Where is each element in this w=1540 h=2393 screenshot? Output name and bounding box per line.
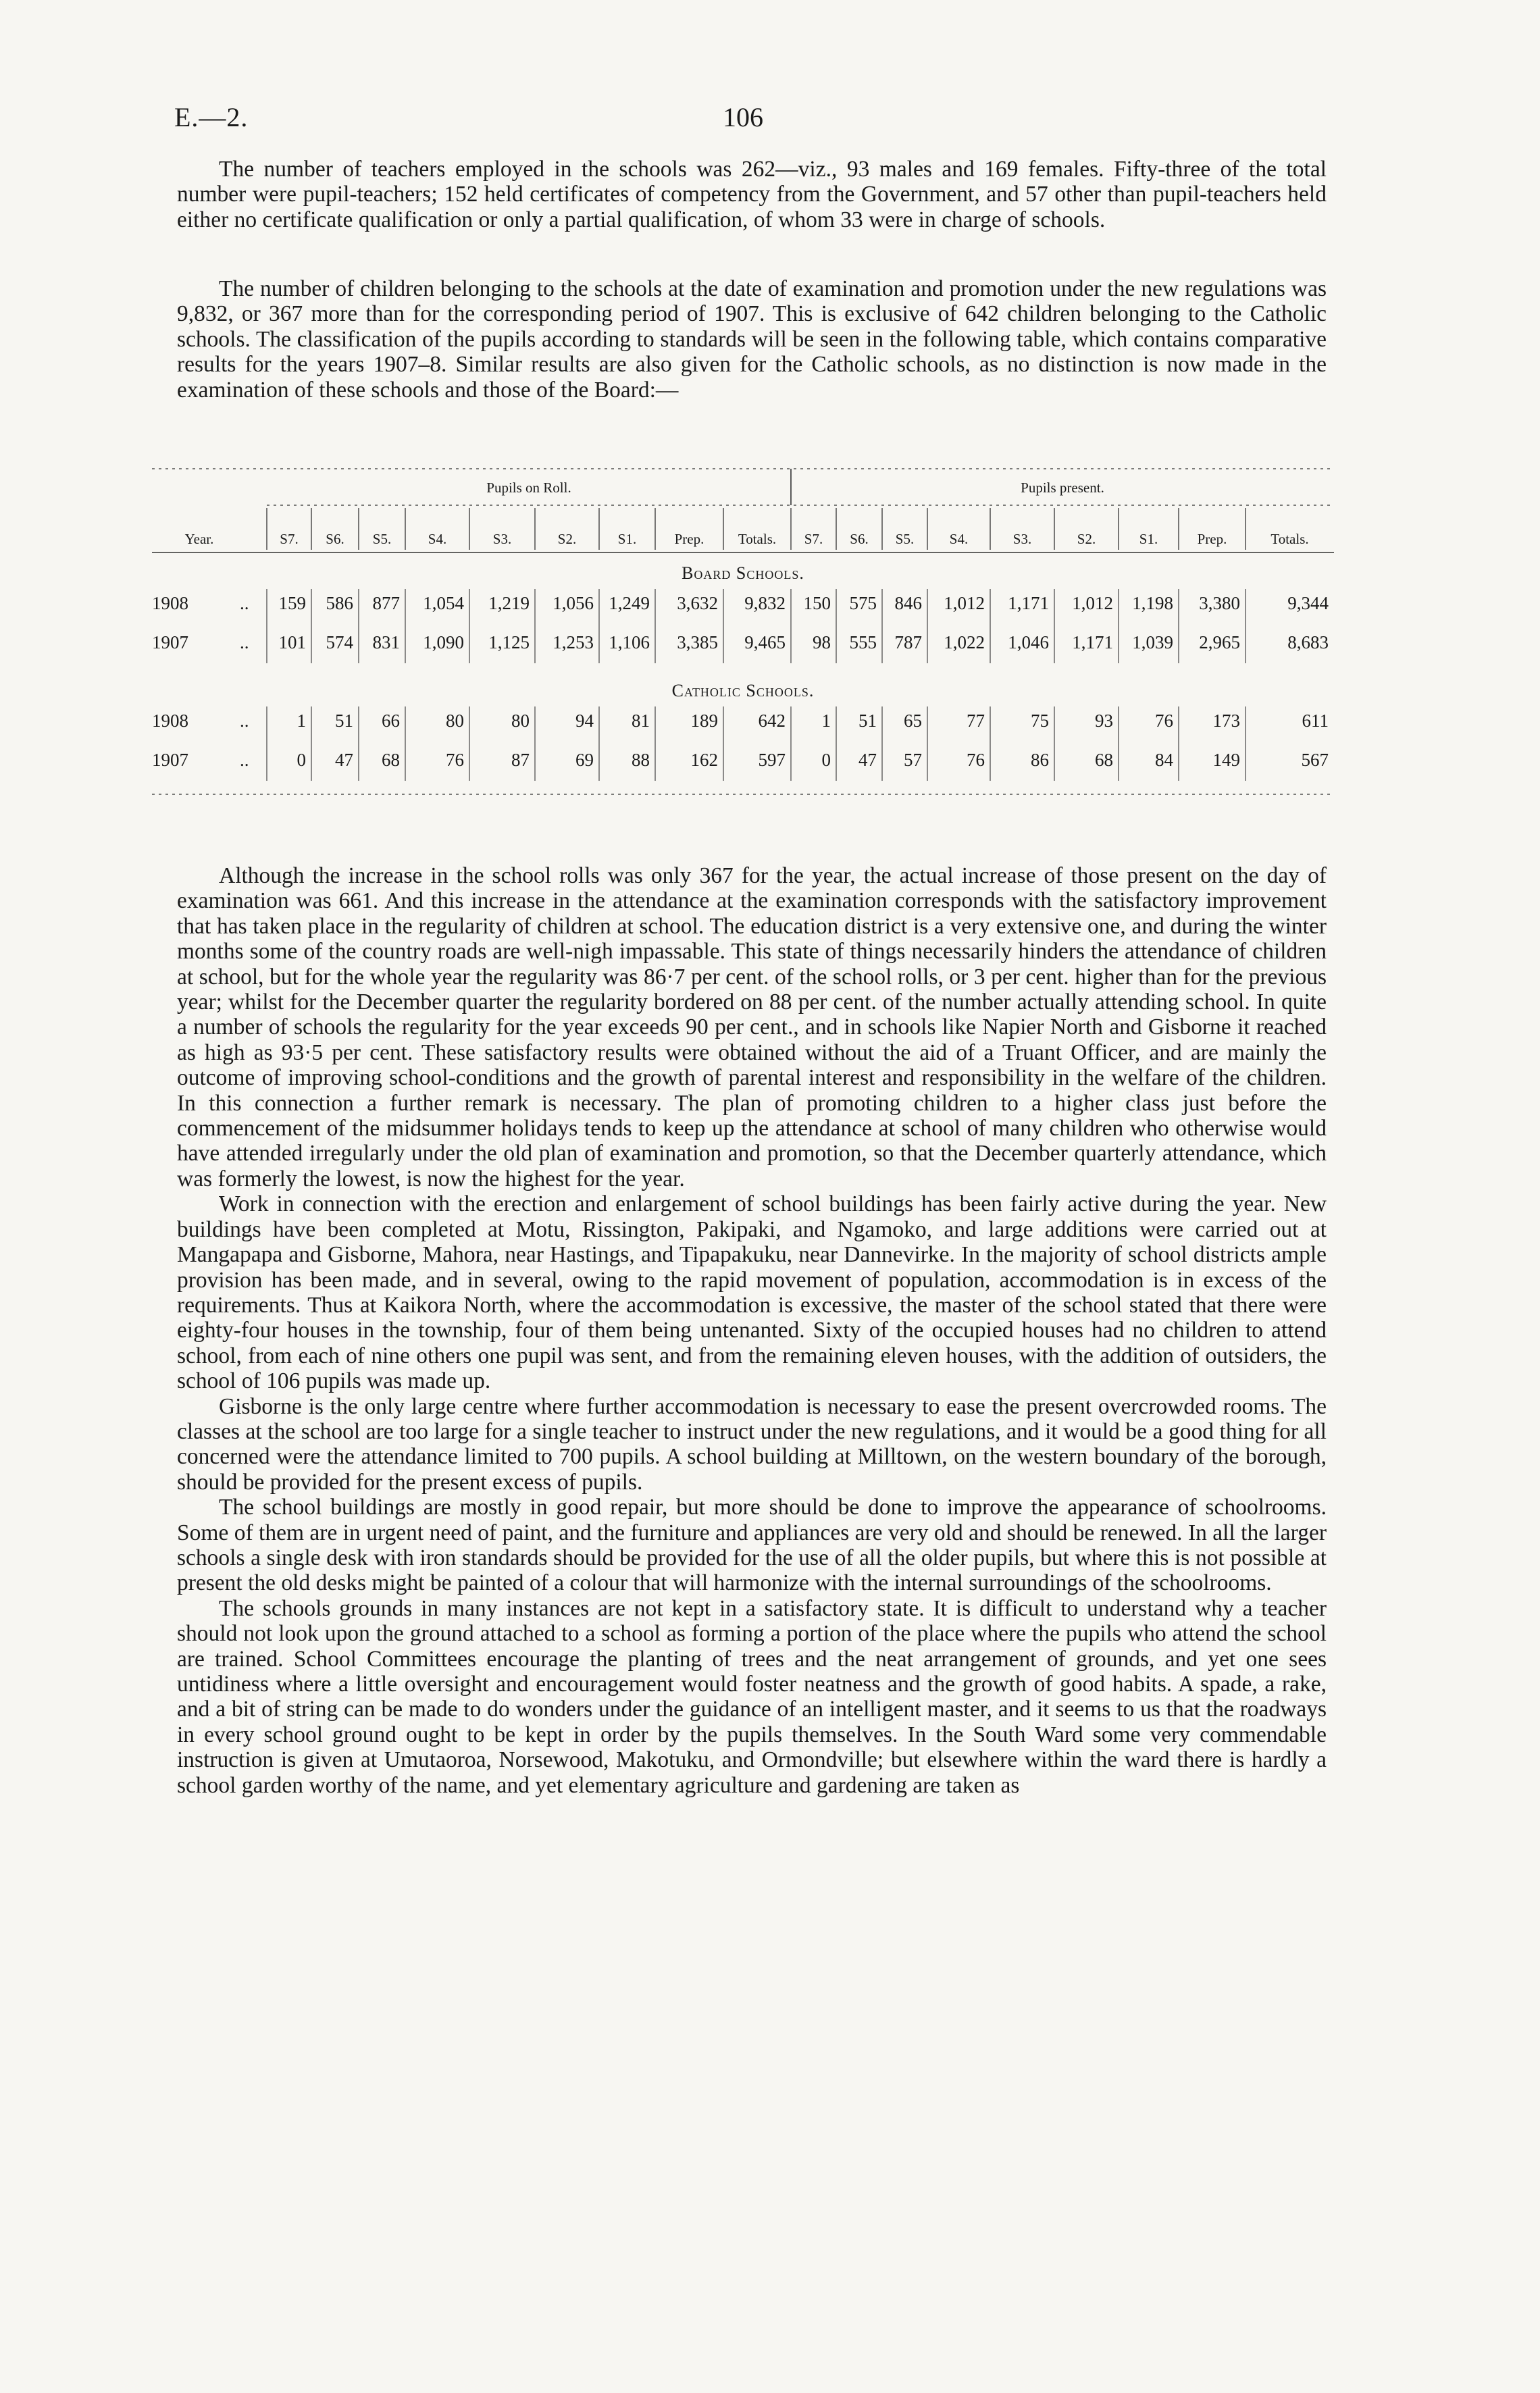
present-cell: 51 [858, 711, 877, 731]
roll-cell: 1,253 [553, 632, 594, 652]
present-cell: 93 [1095, 711, 1113, 731]
roll-cell: 101 [278, 632, 306, 652]
roll-cell: 1,106 [609, 632, 650, 652]
roll-cell: 642 [758, 711, 786, 731]
row-year: 1907 [152, 750, 188, 770]
column-header: S5. [372, 531, 392, 547]
present-cell: 611 [1302, 711, 1329, 731]
roll-cell: 574 [326, 632, 353, 652]
roll-cell: 597 [758, 750, 786, 770]
roll-cell: 76 [446, 750, 464, 770]
group-header-present: Pupils present. [1021, 480, 1104, 496]
present-cell: 77 [967, 711, 985, 731]
roll-cell: 68 [382, 750, 400, 770]
present-cell: 567 [1301, 750, 1329, 770]
roll-cell: 80 [446, 711, 464, 731]
column-header: Totals. [738, 531, 777, 547]
paragraph-children [177, 276, 1327, 403]
present-cell: 86 [1031, 750, 1049, 770]
roll-cell: 81 [632, 711, 650, 731]
column-header: Prep. [1197, 531, 1227, 547]
roll-cell: 1,125 [488, 632, 530, 652]
roll-cell: 877 [372, 593, 400, 613]
present-cell: 0 [821, 750, 831, 770]
row-year: 1908 [152, 593, 188, 613]
paragraph: The schools grounds in many instances are not kept in a satisfactory state. It is difficult to understand why a teacher should not look upon the ground attached to a school as forming a portion of the place where the pupils who attend the school are trained. School Committees encourage the planting of trees and the neat arrangement of grounds, and yet one sees untidiness where a little oversight and encouragement would foster neatness and the growth of good habits. A spade, a rake, and a bit of string can be made to do wonders under the guidance of an intelligent master, and it seems to us that the roadways in every school ground ought to be kept in order by the pupils themselves. In the South Ward some very commendable instruction is given at Umutaoroa, Norsewood, Makotuku, and Ormondville; but elsewhere within the ward there is hardly a school garden worthy of the name, and yet elementary agriculture and gardening are taken as [177, 1595, 1327, 1798]
section-title: Board Schools. [682, 563, 804, 583]
roll-cell: 831 [372, 632, 400, 652]
column-header: S2. [557, 531, 577, 547]
roll-cell: 159 [278, 593, 306, 613]
present-cell: 3,380 [1199, 593, 1240, 613]
roll-cell: 9,465 [744, 632, 786, 652]
column-header: S7. [804, 531, 823, 547]
column-header: S4. [428, 531, 447, 547]
column-header-year: Year. [184, 531, 214, 547]
paragraph: The school buildings are mostly in good repair, but more should be done to improve the appearance of schoolrooms. Some of them are in urgent need of paint, and the furniture and appliances are very old and should be renewed. In all the larger schools a single desk with iron standards should be provided for the use of all the older pupils, but where this is not possible at present the old desks might be painted of a colour that will harmonize with the internal surroundings of the schoolrooms. [177, 1495, 1327, 1596]
roll-cell: 189 [690, 711, 718, 731]
present-cell: 1,046 [1008, 632, 1049, 652]
roll-cell: 1 [297, 711, 306, 731]
present-cell: 846 [894, 593, 922, 613]
roll-cell: 586 [326, 593, 353, 613]
roll-cell: 3,385 [677, 632, 718, 652]
roll-cell: 0 [297, 750, 306, 770]
present-cell: 1,198 [1132, 593, 1173, 613]
present-cell: 8,683 [1287, 632, 1329, 652]
report-code: E.—2. [174, 102, 249, 132]
present-cell: 76 [1155, 711, 1173, 731]
row-year: 1908 [152, 711, 188, 731]
group-header-roll: Pupils on Roll. [486, 480, 571, 496]
paragraph: The number of children belonging to the schools at the date of examination and promotion under the new regulations was 9,832, or 367 more than for the corresponding period of 1907. This is exclusive of 642 children belonging to the Catholic schools. The classification of the pupils according to standards will be seen in the following table, which contains comparative results for the years 1907–8. Similar results are also given for the Catholic schools, as no distinction is now made in the examination of these schools and those of the Board:— [177, 276, 1327, 403]
present-cell: 9,344 [1287, 593, 1329, 613]
roll-cell: 94 [575, 711, 594, 731]
present-cell: 173 [1212, 711, 1240, 731]
paragraph: The number of teachers employed in the schools was 262—viz., 93 males and 169 females. Fifty-three of the total number were pupil-teachers; 152 held certificates of competency from the Government, and 57 other than pupil-teachers held either no certificate qualification or only a partial qualification, of whom 33 were in charge of schools. [177, 157, 1327, 232]
present-cell: 1,012 [1072, 593, 1113, 613]
present-cell: 76 [967, 750, 985, 770]
present-cell: 575 [849, 593, 877, 613]
present-cell: 84 [1155, 750, 1173, 770]
paragraph-teachers [177, 157, 1327, 232]
present-cell: 75 [1031, 711, 1049, 731]
body-paragraphs [177, 863, 1327, 1798]
present-cell: 47 [858, 750, 877, 770]
present-cell: 1,171 [1008, 593, 1049, 613]
column-header: S6. [850, 531, 869, 547]
roll-cell: 47 [335, 750, 353, 770]
roll-cell: 162 [690, 750, 718, 770]
column-header: S1. [1139, 531, 1158, 547]
roll-cell: 51 [335, 711, 353, 731]
column-header: Totals. [1270, 531, 1309, 547]
roll-cell: 1,219 [488, 593, 530, 613]
column-header: S1. [617, 531, 637, 547]
present-cell: 1,022 [944, 632, 985, 652]
roll-cell: 3,632 [677, 593, 718, 613]
present-cell: 65 [904, 711, 922, 731]
present-cell: 2,965 [1199, 632, 1240, 652]
present-cell: 98 [813, 632, 831, 652]
roll-cell: 1,090 [423, 632, 464, 652]
present-cell: 57 [904, 750, 922, 770]
column-header: Prep. [674, 531, 704, 547]
column-header: S7. [280, 531, 299, 547]
row-year: 1907 [152, 632, 188, 652]
present-cell: 787 [894, 632, 922, 652]
paragraph: Work in connection with the erection and enlargement of school buildings has been fairly active during the year. New buildings have been completed at Motu, Rissington, Pakipaki, and Ngamoko, and large additions were carried out at Mangapapa and Gisborne, Mahora, near Hastings, and Tipapakuku, near Dannevirke. In the majority of school districts ample provision has been made, and in several, owing to the rapid movement of population, accommodation is in excess of the requirements. Thus at Kaikora North, where the accommodation is excessive, the master of the school stated that there were eighty-four houses in the township, four of them being untenanted. Sixty of the occupied houses had no children to attend school, from each of nine others one pupil was sent, and from the remaining eleven houses, with the addition of outsiders, the school of 106 pupils was made up. [177, 1191, 1327, 1394]
roll-cell: 88 [632, 750, 650, 770]
roll-cell: 1,249 [609, 593, 650, 613]
paragraph: Gisborne is the only large centre where further accommodation is necessary to ease the present overcrowded rooms. The classes at the school are too large for a single teacher to instruct under the new regulations, and it would be a good thing for all concerned were the attendance limited to 700 pupils. A school building at Milltown, on the western boundary of the borough, should be provided for the present excess of pupils. [177, 1393, 1327, 1495]
roll-cell: 1,056 [553, 593, 594, 613]
row-leader-dots: .. [240, 750, 249, 770]
present-cell: 555 [849, 632, 877, 652]
column-header: S4. [949, 531, 969, 547]
present-cell: 1,039 [1132, 632, 1173, 652]
roll-cell: 66 [382, 711, 400, 731]
section-title: Catholic Schools. [671, 681, 815, 700]
present-cell: 1 [821, 711, 831, 731]
roll-cell: 87 [511, 750, 530, 770]
row-leader-dots: .. [240, 711, 249, 731]
column-header: S3. [1012, 531, 1032, 547]
present-cell: 1,171 [1072, 632, 1113, 652]
column-header: S5. [895, 531, 915, 547]
present-cell: 149 [1212, 750, 1240, 770]
roll-cell: 1,054 [423, 593, 464, 613]
column-header: S2. [1077, 531, 1096, 547]
pupils-table [152, 463, 1334, 842]
present-cell: 150 [803, 593, 831, 613]
page-number: 106 [723, 102, 763, 132]
present-cell: 1,012 [944, 593, 985, 613]
roll-cell: 9,832 [744, 593, 786, 613]
column-header: S3. [492, 531, 512, 547]
paragraph: Although the increase in the school rolls was only 367 for the year, the actual increase of those present on the day of examination was 661. And this increase in the attendance at the examination corresponds with the satisfactory improvement that has taken place in the regularity of children at school. The education district is a very extensive one, and during the winter months some of the country roads are well-nigh impassable. This state of things necessarily hinders the attendance of children at school, but for the whole year the regularity was 86·7 per cent. of the school rolls, or 3 per cent. higher than for the previous year; whilst for the December quarter the regularity bordered on 88 per cent. of the number actually attending school. In quite a number of schools the regularity for the year exceeds 90 per cent., and in schools like Napier North and Gisborne it reached as high as 93·5 per cent. These satisfactory results were obtained without the aid of a Truant Officer, and are mainly the outcome of improving school-conditions and the growth of parental interest and responsibility in the welfare of the children. In this connection a further remark is necessary. The plan of promoting children to a higher class just before the commencement of the midsummer holidays tends to keep up the attendance at school of many children who otherwise would have attended irregularly under the old plan of examination and promotion, so that the December quarterly attendance, which was formerly the lowest, is now the highest for the year. [177, 863, 1327, 1191]
roll-cell: 69 [575, 750, 594, 770]
present-cell: 68 [1095, 750, 1113, 770]
roll-cell: 80 [511, 711, 530, 731]
row-leader-dots: .. [240, 632, 249, 652]
row-leader-dots: .. [240, 593, 249, 613]
column-header: S6. [326, 531, 344, 547]
